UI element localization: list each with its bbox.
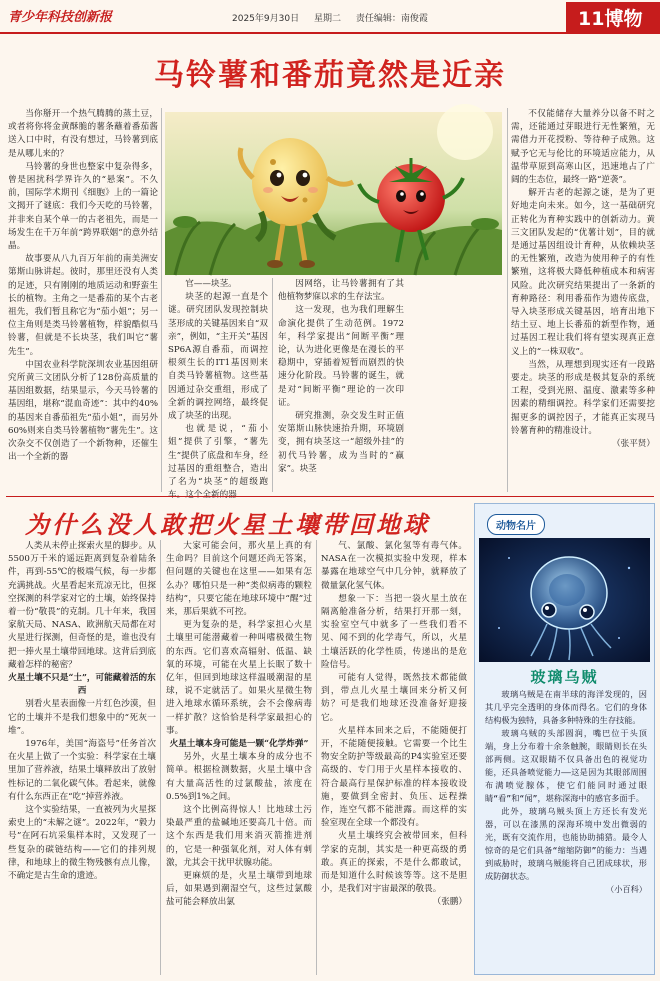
article1-column-2: [168, 278, 268, 492]
page-header: [0, 0, 660, 32]
article2-column-3: [321, 540, 467, 975]
paragraph: 中国农业科学院深圳农业基因组研究所黄三文团队分析了128份高质量的基因组数据，结果显示，今天马铃薯的基因组，堪称“混血奇迹”：其中约40%的基因来自番茄祖先“茄小姐”，而另外60%则来自类马铃薯植物“薯先生”。这次杂交不仅创造了一个新物种，还催生出一个全新的器: [8, 359, 158, 463]
issue-meta: [232, 11, 440, 24]
paragraph: 别看火星表面像一片红色沙漠，但它的土壤并不是我们想象中的“死灰一堆”。: [8, 699, 156, 736]
section-label: 11博物: [566, 2, 660, 32]
article1-column-3: [278, 278, 404, 492]
paragraph: 研究推测，杂交发生时正值安第斯山脉快速抬升期，环境剧变，拥有块茎这一“超级外挂”的初代马铃薯，成为当时的“赢家”。块茎: [278, 411, 404, 474]
paragraph: 块茎的起源一直是个谜。研究团队发现控制块茎形成的关键基因来自“双亲”，例如，“主开关”基因SP6A源自番茄，而调控根须生长的IT1基因则来自类马铃薯植物。这些基因通过杂交重组，形成了全新的调控网络，最终促成了块茎的出现。: [168, 292, 268, 422]
subheading: 火星土壤不只是“土”，可能藏着活的东西: [8, 673, 156, 697]
paragraph: 马铃薯的身世也整家中复杂得多，曾是困扰科学界许久的“悬案”。不久前，国际学术期刊《细胞》上的一篇论文揭开了谜底：我们今天吃的马铃薯，并非来自某个单一的古老祖先，而是一场发生在千万年前“跨界联姻”的意外结晶。: [8, 161, 158, 252]
paragraph: 更麻烦的是，火星土壤带到地球后，如果遇到潮湿空气，这些过氯酸盐可能会释放出氯: [166, 871, 312, 908]
paragraph: 火星土壤终究会被带回来，但科学家的克制，其实是一种更高级的勇敢。真正的探索，不是什么都敢试，而是知道什么时候该等等。这不是胆小，是我们对宇宙最深的敬畏。: [321, 831, 467, 895]
newspaper-logo: 青少年科技创新报: [8, 10, 113, 25]
paragraph: 这个比例高得惊人！比地球土污染最严重的盐碱地还要高几十倍。而这个东西是我们用来消灭箭推进剂的，它是一种强氧化剂，对人体有刺激，尤其会干扰甲状腺功能。: [166, 805, 312, 868]
paragraph: 可能有人觉得，既然技术都能做到，带点儿火星土壤回来分析又何妨？可是我们地球还没准备好迎接它。: [321, 673, 467, 723]
article-separator: [6, 496, 654, 497]
animal-description: [485, 688, 647, 896]
column-divider: [507, 108, 508, 492]
article2-title: 为什么没人敢把火星土壤带回地球: [25, 511, 430, 539]
paragraph: 大家可能会问，那火星上真的有生命吗？目前这个问题还尚无答案，但问题的关键也在这里——如果有怎么办？哪怕只是一种“类似病毒的颗粒结构”，只要它能在地球环境中“醒”过来，那后果就不可控。: [166, 541, 312, 618]
issue-editor: 责任编辑：南俊霞: [355, 14, 428, 24]
article1-column-4: [511, 108, 655, 492]
paragraph: 玻璃乌贼是在南半球的海洋发现的，因其几乎完全透明的身体而得名。它们的身体结构极为独特，具备多种特殊的生存技能。: [485, 689, 647, 725]
paragraph: 因网络，让马铃薯拥有了其他植物梦寐以求的生存法宝。: [278, 279, 404, 303]
animal-name: 玻璃乌贼: [530, 668, 599, 686]
paragraph: 也就是说，“茄小姐”提供了引擎，“薯先生”提供了底盘和车身，经过基因的重组整合，造出了名为“块茎”的超级跑: [168, 424, 268, 488]
paragraph: 火星样本回来之后，不能随便打开，不能随便接触。它需要一个比生物安全防护等级最高的P4实验室还要高级的、专门用于火星样本接收的、符合最高行星保护标准的样本接收设施，要做到全密封、负压、远程操作，连空气都不能泄露。而这样的实验室现在全球一个都没有。: [321, 725, 467, 829]
paragraph: 1976年，美国“海盗号”任务首次在火星上做了一个实验：科学家在土壤里加了营养液，结果土壤释放出了放射性标记的二氧化碳气体。看起来，就像有什么东西正在“吃”掉营养液。: [8, 739, 156, 802]
potato-tomato-illustration: [165, 112, 502, 275]
animal-card: [474, 503, 655, 975]
issue-date: 2025年9月30日: [232, 14, 300, 24]
paragraph: 当你掰开一个热气腾腾的蒸土豆，或者将你将金黄酥脆的薯条蘸着番茄酱送入口中时，有没有想过，马铃薯到底是从哪儿来的？: [8, 109, 158, 159]
paragraph: 故事要从八九百万年前的南美洲安第斯山脉讲起。彼时，那里还没有人类的足迹，只有刚刚的地质运动和野蛮生长的植物。主角之一是番茄的某个古老祖先，我们暂且称它为“茄小姐”；另一位主角则是类马铃薯植物，样貌酷似马铃薯，但就是不长块茎，我们叫它“薯先生”。: [8, 254, 158, 357]
issue-weekday: 星期二: [313, 14, 341, 24]
article1-byline: （张平贤）: [612, 439, 655, 450]
paragraph: 解开古老的起源之谜，是为了更好地走向未来。如今，这一基础研究正转化为育种实践中的创新动力。黄三文团队发起的“优薯计划”，目的就是通过基因组设计育种，从依赖块茎的无性繁殖，改造为使用种子的有性繁殖，这将极大降低种植成本和病害风险。此次研究结果提出了一条新的育种路径：利用番茄作为遗传底盘，导入块茎形成关键基因，培育出地下结土豆、地上长番茄的新型作物，通过基因工程让我们将有望实现真正意义上的“一株双收”。: [511, 188, 655, 357]
paragraph: 这个实验结果，一直被列为火星探索史上的“未解之谜”。2022年，“毅力号”在阿石坑采集样本时，又发现了一些复杂的碳链结构——它们的排列规律，和地球上的微生物残骸有点儿像，不确定是古生命的遗迹。: [8, 805, 156, 882]
paragraph: 不仅能储存大量养分以备不时之需，还能通过芽眼进行无性繁殖，无需借力开花授粉、等待种子成熟。这赋予它无与伦比的环境适应能力，从温带草原到高寒山区，迅速地占了广阔的生态位，最终一路“逆袭”。: [511, 109, 655, 186]
animal-card-tag: 动物名片: [487, 514, 545, 535]
paragraph: 更为复杂的是，科学家担心火星土壤里可能潜藏着一种叫嗜极微生物的东西。它们喜欢高辐射、低温、缺氧的环境，可能在火星上长眠了数十亿年，但回到地球这样温暖潮湿的星球，说不定就活了。如果火星微生物进入地球水循环系统，会不会像病毒一样扩散？这恰恰是科学家最担心的事。: [166, 620, 312, 736]
header-rule: [0, 32, 660, 34]
paragraph: 想象一下：当把一袋火星土放在隔离舱准备分析，结果打开那一刻，实验室空气中就多了一些我们看不见、闻不到的化学毒气，所以，火星土壤活跃的化学性质，传递出的是危险信号。: [321, 593, 467, 670]
animal-byline: （小百科）: [606, 884, 647, 894]
subheading: 火星土壤本身可能是一颗“化学炸弹”: [169, 739, 309, 750]
article2-byline: （张鹏）: [432, 897, 467, 908]
article2-column-1: [8, 540, 156, 975]
paragraph: 当然，从理想到现实还有一段路要走。块茎的形成是极其复杂的系统工程，受到光照、温度、激素等多种因素的精细调控。科学家们还需要挖掘更多的调控因子，才能真正实现马铃薯育种的精准设计。: [511, 359, 655, 436]
paragraph: 人类从未停止探索火星的脚步。从5500万千米的遥远距离到复杂着陆条件，再到-55℃的极端气候，每一步都充满挑战。火星看起来荒凉无比，但探空探测的科学家对它的土壤，始终保持着一份“敬畏”的克制。几十年来，我国家航天局、NASA、欧洲航天局都在对火星进行探测，但奇怪的是，谁也没有把一捧火星土壤带回地球。这背后到底藏着怎样的秘密？: [8, 541, 156, 670]
column-divider: [161, 108, 162, 492]
paragraph: 玻璃乌贼的头部圆润，嘴巴位于头顶端，身上分布着十余条触腕，眼睛则长在头部两侧。这双眼睛不仅具备出色的视觉功能，还具备喷觉能力——这是因为其眼部周围布满喷觉腺体，使它们能同时通过眼睛“看”和“闻”，堪称深海中的感官多面手。: [485, 728, 647, 803]
paragraph: 另外，火星土壤本身的成分也不简单。根据检测数据，火星土壤中含有大量高活性的过氯酸盐，浓度在0.5%到1%之间。: [166, 752, 312, 802]
column-divider: [316, 540, 317, 975]
paragraph: 这一发现，也为我们理解生命演化提供了生动范例。1972年，科学家提出“间断平衡”理论，认为进化更像是在漫长的平稳期中，穿插着短暂而剧烈的快速分化阶段。马铃薯的诞生，就是对“间断平衡”理论的一次印证。: [278, 305, 404, 408]
column-divider: [160, 540, 161, 975]
glass-squid-photo: [479, 538, 650, 662]
paragraph: 此外，玻璃乌贼头顶上方还长有发光器，可以在漆黑的深海环境中发出微弱的光，既有交流作用，也能协助捕猎。最令人惊奇的是它们具备“缩缩防御”的能力：当遇到威胁时，玻璃乌贼能将自己团成球状，形成防御状态。: [485, 806, 647, 881]
article1-title: 马铃薯和番茄竟然是近亲: [154, 58, 506, 93]
article1-column-1: [8, 108, 158, 492]
paragraph: 官——块茎。: [185, 279, 237, 289]
column-divider: [272, 278, 273, 492]
article2-column-2: [166, 540, 312, 975]
paragraph: 气、氯酸、氯化氢等有毒气体。NASA在一次模拟实验中发现，样本暴露在地球空气中几分钟，就释放了微量氯化氢气体。: [321, 541, 467, 591]
